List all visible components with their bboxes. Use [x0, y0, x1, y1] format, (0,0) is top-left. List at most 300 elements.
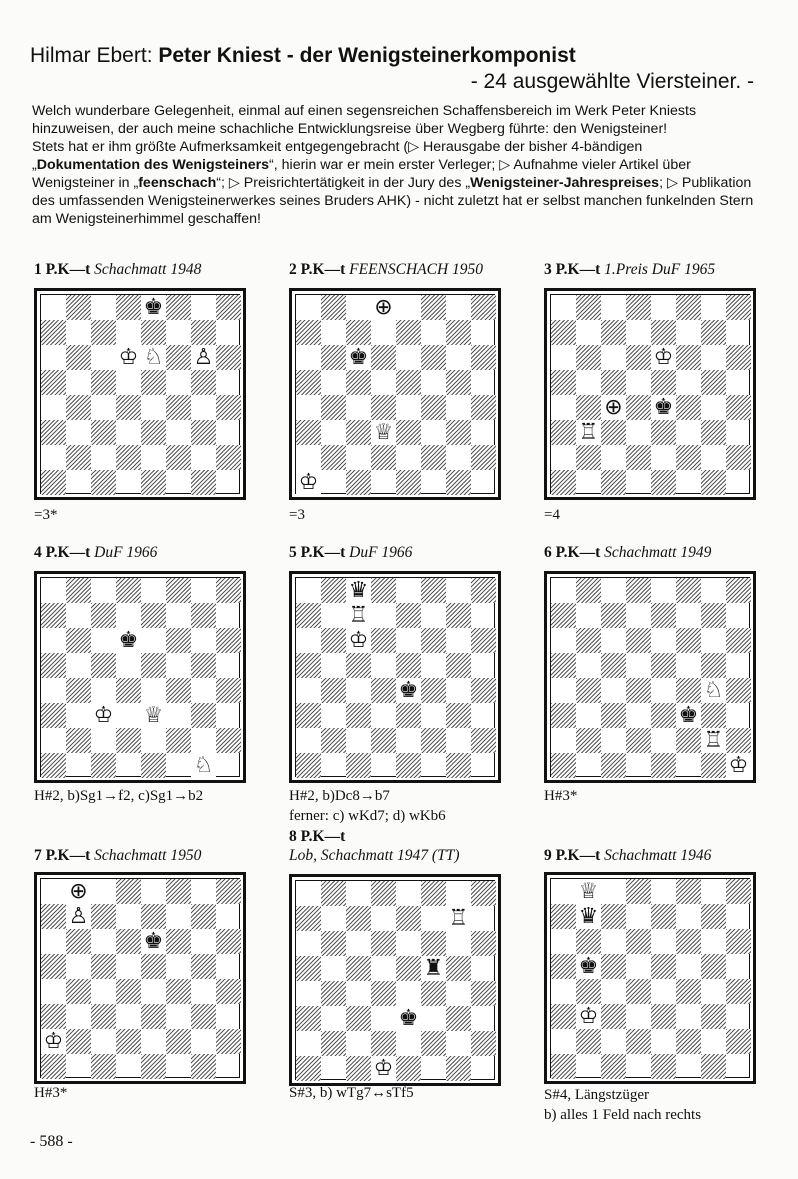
dark-square	[216, 678, 241, 703]
dark-square	[216, 929, 241, 954]
dark-square	[166, 445, 191, 470]
white-queen-icon: ♕	[141, 703, 166, 728]
dark-square	[396, 956, 421, 981]
dark-square	[576, 929, 601, 954]
dark-square	[321, 445, 346, 470]
problem-9	[544, 846, 784, 1136]
dark-square	[701, 320, 726, 345]
black-king-icon: ♚	[651, 395, 676, 420]
dark-square	[676, 628, 701, 653]
dark-square	[551, 1004, 576, 1029]
white-king-icon: ♔	[91, 703, 116, 728]
dark-square	[166, 578, 191, 603]
dark-square	[91, 753, 116, 778]
stipulation: H#2, b)Dc8→b7	[289, 788, 390, 804]
white-rook-icon: ♖	[346, 603, 371, 628]
white-rook-icon: ♖	[446, 906, 471, 931]
dark-square	[726, 1029, 751, 1054]
dark-square	[726, 395, 751, 420]
dark-square	[41, 954, 66, 979]
dark-square	[141, 1054, 166, 1079]
dark-square	[701, 904, 726, 929]
article-heading	[30, 44, 576, 68]
author-name: Hilmar Ebert:	[30, 44, 153, 67]
dark-square	[41, 420, 66, 445]
chessboard	[544, 571, 756, 783]
dark-square	[66, 728, 91, 753]
dark-square	[141, 653, 166, 678]
dark-square	[471, 1031, 496, 1056]
dark-square	[396, 370, 421, 395]
dark-square	[66, 345, 91, 370]
dark-square	[551, 320, 576, 345]
dark-square	[676, 578, 701, 603]
dark-square	[216, 1029, 241, 1054]
dark-square	[346, 1006, 371, 1031]
dark-square	[191, 1004, 216, 1029]
dark-square	[91, 904, 116, 929]
dark-square	[446, 420, 471, 445]
chessboard	[34, 571, 246, 783]
dark-square	[216, 445, 241, 470]
white-king-icon: ♔	[576, 1004, 601, 1029]
dark-square	[91, 954, 116, 979]
dark-square	[676, 295, 701, 320]
dark-square	[726, 628, 751, 653]
black-king-icon: ♚	[396, 678, 421, 703]
dark-square	[216, 979, 241, 1004]
problem-title: 4 P.K—t DuF 1966	[34, 544, 158, 561]
dark-square	[321, 345, 346, 370]
dark-square	[676, 929, 701, 954]
bullet-icon: ▷	[499, 157, 511, 173]
dark-square	[166, 1029, 191, 1054]
dark-square	[371, 881, 396, 906]
dark-square	[676, 879, 701, 904]
dark-square	[676, 728, 701, 753]
dark-square	[191, 703, 216, 728]
dark-square	[91, 370, 116, 395]
white-pawn-icon: ♙	[66, 904, 91, 929]
chessboard	[34, 872, 246, 1084]
dark-square	[421, 578, 446, 603]
dark-square	[576, 728, 601, 753]
dark-square	[91, 653, 116, 678]
dark-square	[321, 931, 346, 956]
dark-square	[191, 420, 216, 445]
dark-square	[551, 653, 576, 678]
dark-square	[166, 929, 191, 954]
dark-square	[726, 345, 751, 370]
dark-square	[141, 370, 166, 395]
dark-square	[296, 320, 321, 345]
dark-square	[216, 578, 241, 603]
dark-square	[41, 1004, 66, 1029]
dark-square	[471, 295, 496, 320]
dark-square	[701, 603, 726, 628]
dark-square	[471, 881, 496, 906]
white-king-icon: ♔	[651, 345, 676, 370]
dark-square	[116, 445, 141, 470]
black-king-icon: ♚	[346, 345, 371, 370]
dark-square	[701, 954, 726, 979]
dark-square	[296, 420, 321, 445]
dark-square	[66, 929, 91, 954]
dark-square	[421, 395, 446, 420]
problem-source: Lob, Schachmatt 1947 (TT)	[289, 847, 460, 864]
white-king-icon: ♔	[296, 470, 321, 495]
dark-square	[421, 295, 446, 320]
dark-square	[166, 979, 191, 1004]
dark-square	[41, 1054, 66, 1079]
white-rook-icon: ♖	[576, 420, 601, 445]
dark-square	[576, 295, 601, 320]
dark-square	[701, 420, 726, 445]
problem-title: 3 P.K—t 1.Preis DuF 1965	[544, 261, 716, 278]
dark-square	[446, 1006, 471, 1031]
dark-square	[141, 1004, 166, 1029]
dark-square	[346, 653, 371, 678]
dark-square	[91, 1004, 116, 1029]
dark-square	[191, 470, 216, 495]
dark-square	[446, 703, 471, 728]
dark-square	[551, 603, 576, 628]
dark-square	[141, 470, 166, 495]
dark-square	[91, 470, 116, 495]
dark-square	[421, 981, 446, 1006]
dark-square	[701, 653, 726, 678]
stipulation: H#2, b)Sg1→f2, c)Sg1→b2	[34, 788, 204, 804]
dark-square	[371, 678, 396, 703]
stipulation: S#3, b) wTg7↔sTf5	[289, 1085, 414, 1101]
neutral-piece-icon: ⊕	[371, 295, 396, 320]
white-king-icon: ♔	[41, 1029, 66, 1054]
dark-square	[651, 954, 676, 979]
white-knight-icon: ♘	[191, 753, 216, 778]
dark-square	[321, 728, 346, 753]
dark-square	[321, 295, 346, 320]
dark-square	[41, 904, 66, 929]
dark-square	[191, 370, 216, 395]
dark-square	[346, 753, 371, 778]
article-subtitle: - 24 ausgewählte Viersteiner. -	[470, 70, 754, 93]
dark-square	[676, 445, 701, 470]
problem-title: 9 P.K—t Schachmatt 1946	[544, 847, 712, 864]
dark-square	[396, 603, 421, 628]
dark-square	[346, 906, 371, 931]
dark-square	[216, 879, 241, 904]
dark-square	[141, 904, 166, 929]
dark-square	[601, 370, 626, 395]
dark-square	[421, 445, 446, 470]
chessboard	[34, 288, 246, 500]
black-king-icon: ♚	[396, 1006, 421, 1031]
dark-square	[66, 628, 91, 653]
problem-4	[34, 543, 274, 813]
dark-square	[726, 728, 751, 753]
dark-square	[601, 1054, 626, 1079]
dark-square	[166, 628, 191, 653]
dark-square	[446, 370, 471, 395]
dark-square	[651, 753, 676, 778]
dark-square	[91, 603, 116, 628]
dark-square	[471, 981, 496, 1006]
dark-square	[66, 1029, 91, 1054]
dark-square	[321, 628, 346, 653]
dark-square	[191, 653, 216, 678]
dark-square	[551, 954, 576, 979]
dark-square	[321, 678, 346, 703]
dark-square	[626, 1029, 651, 1054]
dark-square	[396, 420, 421, 445]
dark-square	[396, 753, 421, 778]
dark-square	[396, 653, 421, 678]
dark-square	[446, 653, 471, 678]
chessboard	[544, 872, 756, 1084]
bullet-icon: ▷	[228, 175, 240, 191]
problem-title: 5 P.K—t DuF 1966	[289, 544, 413, 561]
stipulation: =3	[289, 507, 305, 523]
dark-square	[626, 929, 651, 954]
dark-square	[141, 753, 166, 778]
dark-square	[166, 879, 191, 904]
dark-square	[371, 628, 396, 653]
dark-square	[446, 753, 471, 778]
dark-square	[626, 628, 651, 653]
dark-square	[166, 728, 191, 753]
dark-square	[166, 345, 191, 370]
dark-square	[676, 678, 701, 703]
dark-square	[296, 653, 321, 678]
dark-square	[421, 728, 446, 753]
dark-square	[321, 1031, 346, 1056]
dark-square	[551, 420, 576, 445]
dark-square	[216, 628, 241, 653]
intro-text	[32, 102, 754, 228]
dark-square	[141, 320, 166, 345]
dark-square	[216, 295, 241, 320]
dark-square	[651, 470, 676, 495]
stipulation: S#4, Längstzüger	[544, 1087, 649, 1103]
dark-square	[91, 420, 116, 445]
dark-square	[166, 678, 191, 703]
white-king-icon: ♔	[116, 345, 141, 370]
dark-square	[116, 678, 141, 703]
problem-5	[289, 543, 529, 833]
problem-3	[544, 260, 784, 523]
dark-square	[41, 653, 66, 678]
dark-square	[371, 931, 396, 956]
dark-square	[191, 320, 216, 345]
dark-square	[471, 395, 496, 420]
dark-square	[651, 370, 676, 395]
dark-square	[41, 753, 66, 778]
dark-square	[576, 678, 601, 703]
dark-square	[601, 603, 626, 628]
dark-square	[346, 956, 371, 981]
dark-square	[346, 320, 371, 345]
dark-square	[396, 906, 421, 931]
dark-square	[66, 395, 91, 420]
intro-paragraph-1: Welch wunderbare Gelegenheit, einmal auf einen segensreichen Schaffensbereich im Werk Peter Kniests hinzuweisen, der auch meine schachliche Entwicklungsreise über Wegberg führte: den Wenigsteiner!	[32, 103, 697, 137]
dark-square	[371, 395, 396, 420]
black-queen-icon: ♛	[346, 578, 371, 603]
dark-square	[651, 904, 676, 929]
dark-square	[371, 578, 396, 603]
dark-square	[626, 395, 651, 420]
dark-square	[116, 728, 141, 753]
white-king-icon: ♔	[371, 1056, 396, 1081]
problem-8	[289, 827, 529, 1117]
black-king-icon: ♚	[141, 929, 166, 954]
dark-square	[371, 728, 396, 753]
dark-square	[396, 320, 421, 345]
dark-square	[296, 603, 321, 628]
white-king-icon: ♔	[346, 628, 371, 653]
problem-title: 7 P.K—t Schachmatt 1950	[34, 847, 202, 864]
dark-square	[626, 979, 651, 1004]
dark-square	[726, 879, 751, 904]
dark-square	[726, 578, 751, 603]
dark-square	[66, 295, 91, 320]
dark-square	[191, 954, 216, 979]
dark-square	[576, 345, 601, 370]
dark-square	[726, 295, 751, 320]
dark-square	[601, 753, 626, 778]
dark-square	[601, 320, 626, 345]
problem-title: 1 P.K—t Schachmatt 1948	[34, 261, 202, 278]
dark-square	[321, 881, 346, 906]
dark-square	[371, 345, 396, 370]
dark-square	[726, 678, 751, 703]
dark-square	[626, 445, 651, 470]
problem-7	[34, 846, 274, 1116]
dark-square	[91, 320, 116, 345]
problem-1	[34, 260, 274, 523]
stipulation: H#3*	[34, 1085, 68, 1101]
dark-square	[191, 904, 216, 929]
dark-square	[651, 653, 676, 678]
dark-square	[576, 578, 601, 603]
dark-square	[116, 395, 141, 420]
dark-square	[471, 728, 496, 753]
dark-square	[66, 445, 91, 470]
dark-square	[421, 628, 446, 653]
dark-square	[601, 904, 626, 929]
dark-square	[91, 1054, 116, 1079]
dark-square	[626, 295, 651, 320]
dark-square	[296, 1056, 321, 1081]
dark-square	[116, 295, 141, 320]
dark-square	[626, 345, 651, 370]
dark-square	[651, 320, 676, 345]
dark-square	[321, 395, 346, 420]
stipulation-extra: b) alles 1 Feld nach rechts	[544, 1107, 702, 1123]
dark-square	[396, 1056, 421, 1081]
dark-square	[551, 753, 576, 778]
dark-square	[116, 578, 141, 603]
dark-square	[471, 628, 496, 653]
neutral-piece-icon: ⊕	[601, 395, 626, 420]
dark-square	[446, 956, 471, 981]
black-king-icon: ♚	[141, 295, 166, 320]
dark-square	[296, 703, 321, 728]
dark-square	[396, 703, 421, 728]
dark-square	[551, 1054, 576, 1079]
intro-paragraph-2: Stets hat er ihm größte Aufmerksamkeit entgegengebracht (▷ Herausgabe der bisher 4-bändigen „Dokumentation des Wenigsteiners“, hierin war er mein erster Verleger; ▷ Aufnahme vieler Artikel über Wenigsteiner in „feenschach“; ▷ Preisrichtertätigkeit in der Jury des „Wenigsteiner-Jahrespreises; ▷ Publikation des umfassenden Wenigsteinerwerkes seines Bruders AHK) - nicht zuletzt hat er selbst manchen funkelnden Stern am Wenigsteinerhimmel geschaffen!	[32, 139, 754, 227]
dark-square	[701, 1054, 726, 1079]
dark-square	[626, 578, 651, 603]
article-title: Peter Kniest - der Wenigsteinerkomponist	[158, 44, 576, 67]
dark-square	[141, 420, 166, 445]
black-queen-icon: ♛	[576, 904, 601, 929]
dark-square	[446, 320, 471, 345]
bullet-icon: ▷	[666, 175, 678, 191]
dark-square	[296, 956, 321, 981]
dark-square	[116, 1029, 141, 1054]
dark-square	[41, 470, 66, 495]
dark-square	[701, 370, 726, 395]
dark-square	[371, 981, 396, 1006]
chessboard	[289, 288, 501, 500]
dark-square	[371, 1031, 396, 1056]
dark-square	[421, 881, 446, 906]
dark-square	[346, 370, 371, 395]
white-rook-icon: ♖	[701, 728, 726, 753]
white-knight-icon: ♘	[141, 345, 166, 370]
dark-square	[191, 1054, 216, 1079]
dark-square	[396, 470, 421, 495]
dark-square	[651, 1054, 676, 1079]
dark-square	[576, 445, 601, 470]
black-king-icon: ♚	[576, 954, 601, 979]
dark-square	[626, 728, 651, 753]
dark-square	[421, 931, 446, 956]
dark-square	[471, 345, 496, 370]
dark-square	[576, 395, 601, 420]
dark-square	[216, 345, 241, 370]
dark-square	[346, 420, 371, 445]
white-knight-icon: ♘	[701, 678, 726, 703]
black-king-icon: ♚	[116, 628, 141, 653]
dark-square	[191, 603, 216, 628]
page-number: - 588 -	[30, 1133, 73, 1150]
dark-square	[676, 1029, 701, 1054]
dark-square	[601, 470, 626, 495]
dark-square	[551, 370, 576, 395]
dark-square	[601, 1004, 626, 1029]
dark-square	[626, 879, 651, 904]
dark-square	[116, 979, 141, 1004]
dark-square	[576, 628, 601, 653]
dark-square	[41, 603, 66, 628]
dark-square	[601, 703, 626, 728]
dark-square	[726, 445, 751, 470]
dark-square	[601, 653, 626, 678]
dark-square	[421, 345, 446, 370]
white-pawn-icon: ♙	[191, 345, 216, 370]
dark-square	[41, 703, 66, 728]
black-rook-icon: ♜	[421, 956, 446, 981]
white-queen-icon: ♕	[371, 420, 396, 445]
dark-square	[551, 703, 576, 728]
dark-square	[41, 370, 66, 395]
dark-square	[676, 395, 701, 420]
problem-title: 6 P.K—t Schachmatt 1949	[544, 544, 712, 561]
dark-square	[66, 979, 91, 1004]
dark-square	[576, 979, 601, 1004]
stipulation-extra: ferner: c) wKd7; d) wKb6	[289, 808, 446, 824]
